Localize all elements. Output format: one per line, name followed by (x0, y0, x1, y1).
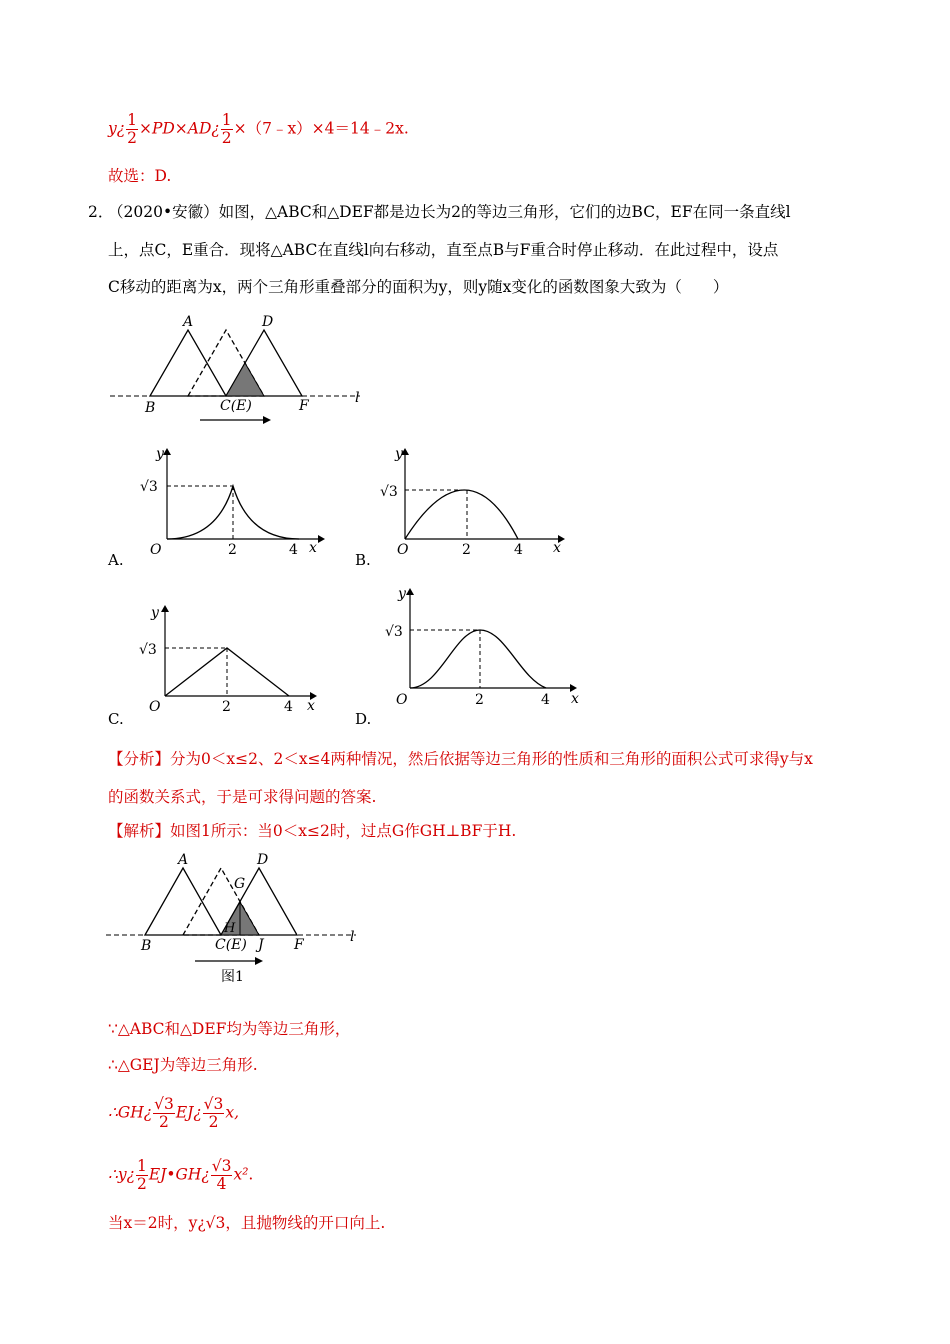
label-h: H (224, 921, 236, 936)
tick-4: 4 (514, 542, 523, 558)
arrow-head (263, 416, 271, 424)
y-lhs: ∴y¿ (108, 1165, 135, 1184)
sqrt3-label: √3 (380, 484, 398, 500)
parabola-note: ，且抛物线的开口向上. (225, 1214, 386, 1232)
gh-lhs: ∴GH¿ (108, 1103, 153, 1122)
option-a-label[interactable]: A. (108, 551, 124, 569)
label-g: G (234, 876, 246, 892)
triangles-figure (105, 310, 375, 435)
x-label: x (571, 691, 579, 707)
origin-label: O (149, 699, 161, 715)
solution-step-5 (108, 1212, 385, 1234)
x-label: x (553, 540, 561, 556)
option-d-label[interactable]: D. (355, 710, 372, 728)
tick-4: 4 (289, 542, 298, 558)
eq-tail: ×（7﹣x）×4＝14﹣2x. (233, 119, 409, 138)
y-label: y (395, 446, 403, 462)
question-line-3: C移动的距离为x，两个三角形重叠部分的面积为y，则y随x变化的函数图象大致为（ ） (108, 278, 729, 296)
arrow-head (255, 957, 263, 965)
fraction-sqrt3-2: $\frac{√3}{2}$ (154, 1095, 174, 1131)
question-line-2: 上，点C，E重合．现将△ABC在直线l向右移动，直至点B与F重合时停止移动．在此过程中，设点 (108, 241, 779, 259)
option-d-graph[interactable] (380, 583, 585, 711)
label-j: J (258, 937, 264, 953)
period: . (248, 1165, 254, 1184)
tick-2: 2 (228, 542, 237, 558)
label-d: D (262, 314, 274, 330)
label-a: A (183, 314, 194, 330)
when-x-2: 当x＝2时，y¿ (108, 1214, 206, 1232)
tick-2: 2 (475, 692, 484, 708)
label-d: D (257, 852, 269, 868)
label-ce: C(E) (220, 398, 252, 414)
triangle-abc (145, 868, 221, 935)
analysis-line-1: 【分析】分为0＜x≤2、2＜x≤4两种情况，然后依据等边三角形的性质和三角形的面积公式可求得y与x (108, 750, 813, 768)
option-b-graph[interactable] (375, 445, 575, 560)
overlap-shaded (226, 363, 264, 396)
label-b: B (145, 400, 156, 416)
origin-label: O (150, 542, 162, 558)
equation-line (108, 112, 409, 147)
solution-step-1: ∵△ABC和△DEF均为等边三角形， (108, 1020, 351, 1038)
option-c-graph[interactable] (135, 600, 325, 718)
curve (410, 630, 546, 688)
label-l: l (350, 929, 355, 945)
label-a: A (178, 852, 189, 868)
fraction-half-2: $\frac{1}{2}$ (221, 111, 232, 147)
x-squared: x² (233, 1165, 249, 1184)
label-f: F (299, 398, 309, 414)
origin-label: O (397, 542, 409, 558)
solution-step-2: ∴△GEJ为等边三角形. (108, 1056, 258, 1074)
eq-y: y¿ (108, 119, 126, 138)
label-ce: C(E) (215, 937, 247, 953)
sqrt3-value: √3 (205, 1214, 226, 1232)
fraction-sqrt3-2b: $\frac{√3}{2}$ (203, 1095, 224, 1131)
label-b: B (141, 938, 152, 954)
fraction-half: $\frac{1}{2}$ (127, 111, 137, 147)
sqrt3-label: √3 (139, 642, 157, 658)
analysis-line-2: 的函数关系式，于是可求得问题的答案. (108, 788, 377, 806)
x-term: x, (225, 1103, 240, 1122)
solution-step-3 (108, 1096, 239, 1131)
y-label: y (398, 586, 406, 602)
curve (405, 490, 518, 539)
figure-caption: 图1 (221, 969, 244, 985)
sqrt3-label: √3 (385, 624, 403, 640)
y-arrow (163, 448, 171, 455)
option-a-graph[interactable] (135, 445, 325, 560)
x-label: x (307, 698, 315, 714)
triangle-abc (150, 330, 226, 396)
y-label: y (156, 446, 164, 462)
figure-1 (103, 848, 368, 988)
ej-gh-term: EJ•GH¿ (148, 1165, 210, 1184)
ej-term: EJ¿ (175, 1103, 202, 1122)
x-arrow (318, 535, 325, 543)
x-label: x (309, 540, 317, 556)
option-b-label[interactable]: B. (355, 551, 371, 569)
option-c-label[interactable]: C. (108, 710, 124, 728)
solution-intro: 【解析】如图1所示：当0＜x≤2时，过点G作GH⊥BF于H. (108, 822, 517, 840)
answer-line: 故选：D. (108, 167, 172, 185)
origin-label: O (396, 692, 408, 708)
solution-step-4 (108, 1158, 253, 1193)
sqrt3-label: √3 (140, 479, 158, 495)
fraction-sqrt3-4: $\frac{√3}{4}$ (211, 1157, 232, 1193)
tick-2: 2 (462, 542, 471, 558)
y-label: y (151, 605, 159, 621)
tick-4: 4 (541, 692, 550, 708)
fraction-1-2: $\frac{1}{2}$ (136, 1157, 147, 1193)
eq-mid: ×PD×AD¿ (138, 119, 220, 138)
tick-2: 2 (222, 699, 231, 715)
question-number: 2． (88, 203, 114, 221)
question-line-1: （2020•安徽）如图，△ABC和△DEF都是边长为2的等边三角形，它们的边BC，EF在同一条直线l (108, 203, 791, 221)
label-l: l (355, 390, 360, 406)
y-arrow (161, 605, 169, 612)
label-f: F (294, 937, 304, 953)
y-arrow (406, 588, 414, 595)
tick-4: 4 (284, 699, 293, 715)
